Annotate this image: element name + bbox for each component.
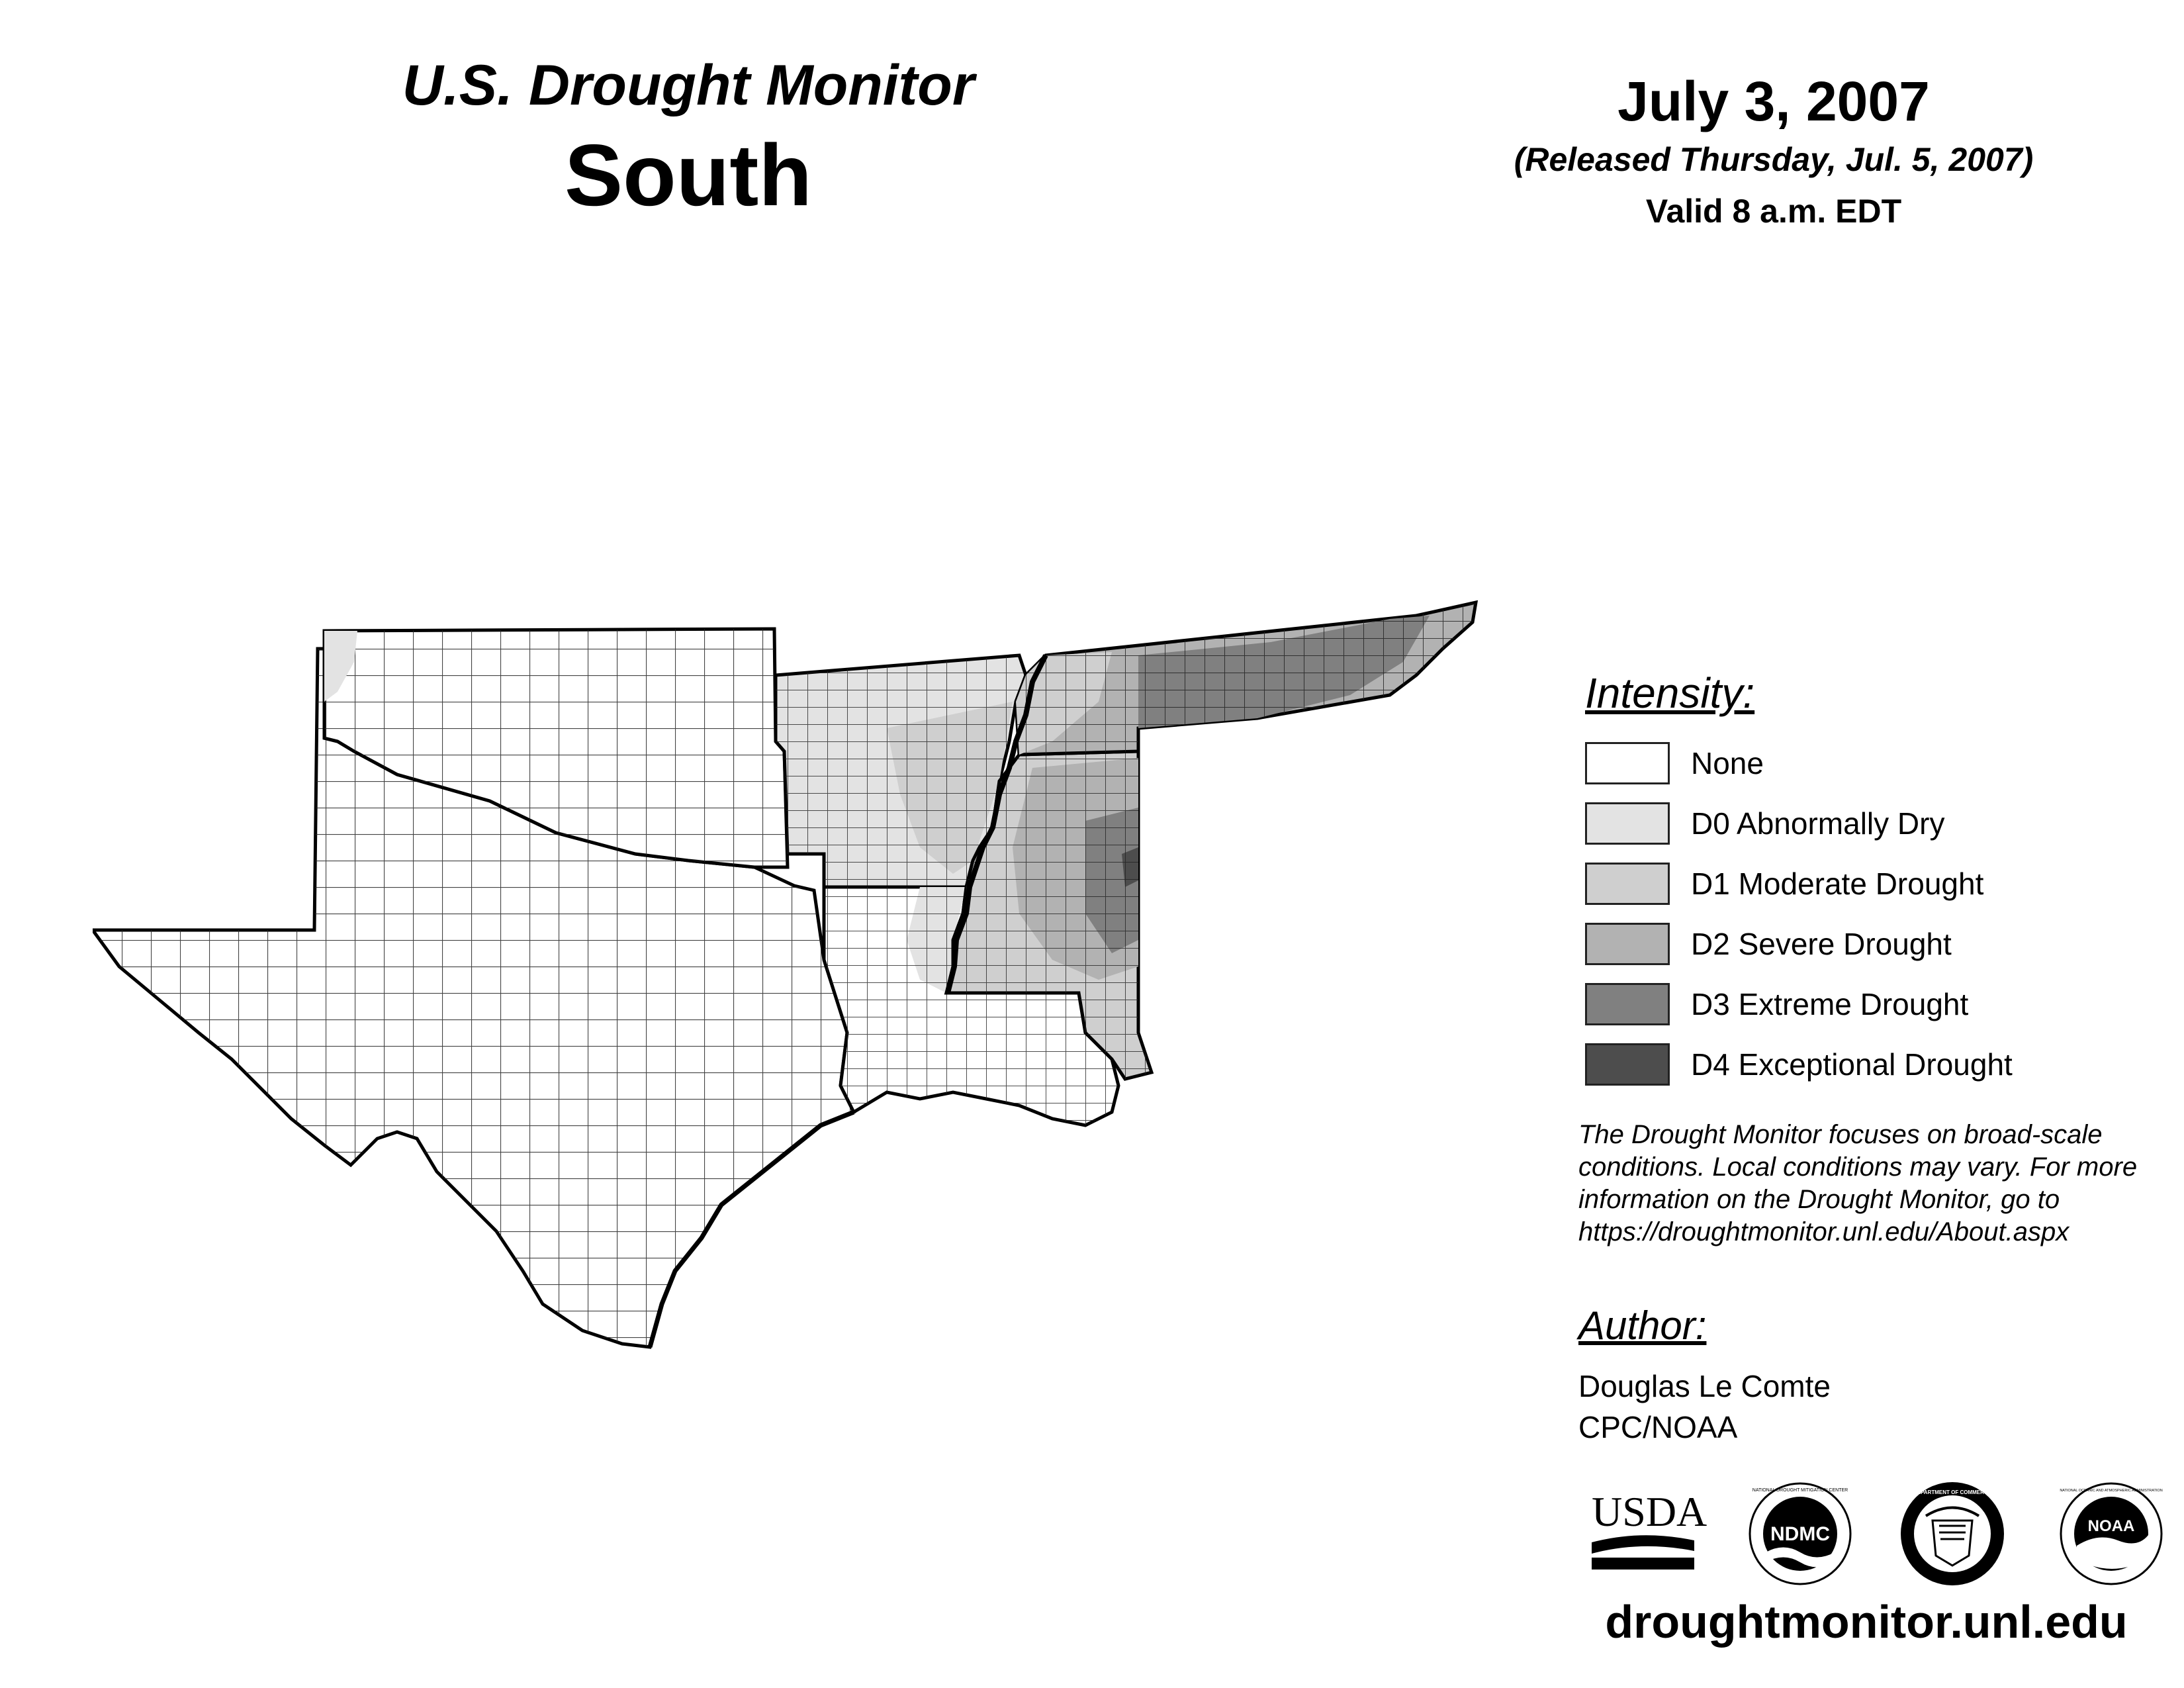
date-block [1423,70,2124,230]
author-block [1578,1303,2161,1448]
legend-item-d2 [1585,921,2167,967]
usda-logo-text: USDA [1592,1488,1707,1535]
legend-swatch [1585,1043,1670,1086]
legend-label: D0 Abnormally Dry [1691,806,1945,841]
legend-item-d0 [1585,800,2167,847]
legend-swatch [1585,802,1670,845]
legend-label: D3 Extreme Drought [1691,987,1969,1021]
valid-time: Valid 8 a.m. EDT [1645,193,1902,230]
map-title-region: South [565,126,812,224]
legend-item-d3 [1585,981,2167,1027]
legend-heading: Intensity: [1585,669,1755,717]
legend-swatch [1585,983,1670,1025]
commerce-ring-text: DEPARTMENT OF COMMERCE [1913,1489,1992,1495]
ndmc-logo-text: NDMC [1770,1523,1830,1545]
author-heading: Author: [1578,1303,1707,1348]
ndmc-logo [1750,1483,1850,1584]
legend-swatch [1585,923,1670,965]
agency-logos [1588,1479,2171,1592]
noaa-ring-text: NATIONAL OCEANIC AND ATMOSPHERIC ADMINISTRATION [2060,1489,2163,1493]
legend-label: D2 Severe Drought [1691,927,1952,961]
legend-label: None [1691,746,1764,780]
legend-item-d1 [1585,861,2167,907]
legend-label: D1 Moderate Drought [1691,867,1984,901]
commerce-seal [1901,1482,2004,1585]
noaa-logo-text: NOAA [2087,1517,2135,1535]
legend-item-d4 [1585,1041,2167,1088]
author-name: Douglas Le Comte [1578,1369,1831,1403]
author-org: CPC/NOAA [1578,1410,1738,1444]
usda-logo [1592,1488,1707,1570]
drought-map [93,569,1502,1410]
state-tennessee-counties [1016,602,1476,755]
legend [1585,669,2167,1102]
disclaimer-note: The Drought Monitor focuses on broad-scale conditions. Local conditions may vary. For more information on the Drought Monitor, go to https://droughtmonitor.unl.edu/About.aspx [1578,1120,2138,1246]
legend-item-none [1585,740,2167,786]
map-date: July 3, 2007 [1617,70,1930,132]
title-block [278,53,1099,225]
site-url[interactable]: droughtmonitor.unl.edu [1605,1596,2128,1648]
noaa-logo [2060,1483,2162,1584]
release-date: (Released Thursday, Jul. 5, 2007) [1514,141,2034,178]
legend-swatch [1585,742,1670,784]
legend-swatch [1585,863,1670,905]
legend-label: D4 Exceptional Drought [1691,1047,2013,1082]
map-title-sub: U.S. Drought Monitor [402,54,975,117]
ndmc-ring-text: NATIONAL DROUGHT MITIGATION CENTER [1752,1488,1848,1493]
